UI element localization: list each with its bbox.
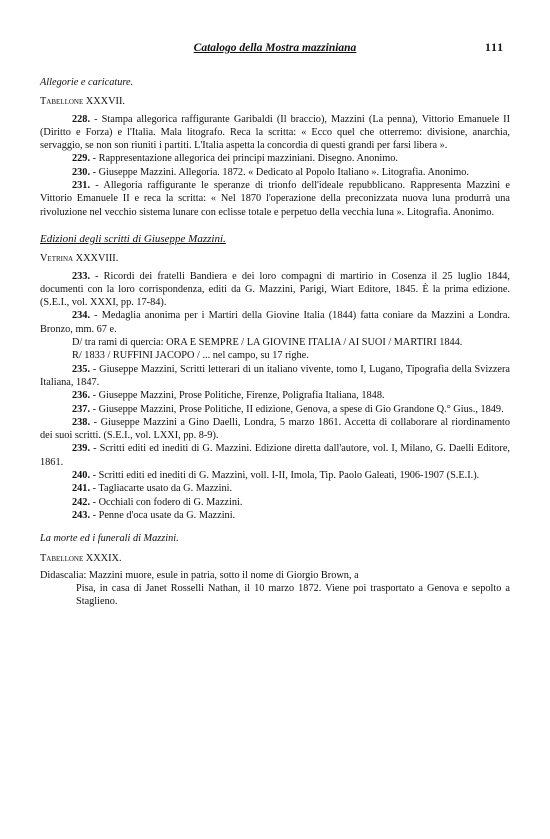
entry-number: 228. (72, 113, 91, 125)
entry-number: 242. (72, 496, 91, 508)
case-label: Tabellone XXXVII. (40, 96, 125, 108)
catalog-entry (40, 403, 510, 416)
entry-text: - Allegoria raffigurante le speranze di trionfo dell'ideale repubblicano. Rappresenta Mazzini e Vittorio Emanuele II e reca la scritta: « Nel 1870 l'operazione della preconizzata nuova luna produrrà una rivoluzione nel vecchio sistema lunare con eclisse totale e perpetuo della vecchia luna ». Litografia. Anonimo. (40, 180, 510, 218)
entry-text: - Scritti editi ed inediti di G. Mazzini. Edizione diretta dall'autore, vol. I, Milano, G. Daelli Editore, 1861. (40, 443, 510, 468)
entry-number: 237. (72, 403, 91, 415)
entry-text: - Giuseppe Mazzini. Allegoria. 1872. « Dedicato al Popolo Italiano ». Litografia. Anonimo. (90, 166, 469, 178)
entry-number: 236. (72, 390, 91, 402)
entry-text: - Medaglia anonima per i Martiri della Giovine Italia (1844) fatta coniare da Mazzini a Londra. Bronzo, mm. 67 e. (40, 310, 510, 335)
entry-text: - Tagliacarte usato da G. Mazzini. (90, 483, 233, 495)
case-label: Tabellone XXXIX. (40, 552, 122, 564)
catalog-entry (40, 349, 510, 362)
catalog-entry (40, 389, 510, 402)
catalog-entry (40, 482, 510, 495)
entry-text: - Penne d'oca usate da G. Mazzini. (90, 509, 236, 521)
entry-text: - Stampa allegorica raffigurante Garibaldi (Il braccio), Mazzini (La penna), Vittorio Emanuele II (Diritto e Forza) e l'Italia. Mala litografo. Reca la scritta: « Ecco quel che otterremo: divisione, anarchia, servaggio, se non son riuniti i partiti. L'Italia aspetta la concordia di questi grandi per farsi libera ». (40, 113, 510, 152)
entry-text: - Giuseppe Mazzini, Scritti letterari di un italiano vivente, tomo I, Lugano, Tipografia della Svizzera Italiana, 1847. (40, 363, 510, 388)
entry-number: 229. (72, 153, 91, 165)
catalog-entry (40, 442, 510, 469)
catalog-entry (40, 336, 510, 349)
entry-number: 234. (72, 310, 91, 322)
entry-number: 240. (72, 470, 91, 482)
case-label: Vetrina XXXVIII. (40, 253, 119, 265)
entry-text: - Scritti editi ed inediti di G. Mazzini, voll. I-II, Imola, Tip. Paolo Galeati, 1906-1907 (S.E.I.). (90, 470, 480, 482)
entry-number: 238. (72, 416, 91, 428)
entry-number: 243. (72, 509, 91, 521)
entry-text: - Occhiali con fodero di G. Mazzini. (90, 496, 243, 508)
running-head (40, 42, 510, 66)
section-heading: Allegorie e caricature. (40, 77, 134, 88)
caption (40, 569, 510, 609)
catalog-entry (40, 270, 510, 310)
catalog-entry (40, 469, 510, 482)
catalog-entry (40, 363, 510, 390)
entry-text: - Ricordi dei fratelli Bandiera e dei loro compagni di martirio in Cosenza il 25 luglio 1844, documenti con la loro corrispondenza, editi da G. Mazzini, Parigi, Wiart Editore, 1845. È la prima edizione. (S.E.I., vol. XXXI, pp. 17-84). (40, 270, 510, 309)
catalog-entry (40, 509, 510, 522)
entry-text: - Rappresentazione allegorica dei principi mazziniani. Disegno. Anonimo. (90, 153, 398, 165)
entry-number: 233. (72, 270, 91, 282)
entry-number: 239. (72, 443, 91, 455)
page-number: 111 (485, 42, 504, 54)
entry-number: 230. (72, 166, 91, 178)
entry-text: - Giuseppe Mazzini, Prose Politiche, Firenze, Poligrafia Italiana, 1848. (90, 390, 385, 402)
running-title: Catalogo della Mostra mazziniana (193, 42, 357, 54)
entry-number: 231. (72, 180, 91, 192)
catalog-entry (40, 179, 510, 219)
catalog-entry (40, 166, 510, 179)
section-heading: Edizioni degli scritti di Giuseppe Mazzini. (40, 232, 226, 245)
section-heading: La morte ed i funerali di Mazzini. (40, 533, 179, 545)
entry-text: D/ tra rami di quercia: ORA E SEMPRE / LA GIOVINE ITALIA / AI SUOI / MARTIRI 1844. (72, 337, 463, 349)
entry-number: 241. (72, 483, 91, 495)
caption-text: Mazzini muore, esule in patria, sotto il nome di Giorgio Brown, a (86, 569, 359, 581)
entry-number: 235. (72, 363, 91, 375)
caption-label: Didascalia: (40, 569, 87, 581)
caption-continuation: Pisa, in casa di Janet Rosselli Nathan, il 10 marzo 1872. Viene poi trasportato a Genova e sepolto a Staglieno. (76, 583, 510, 608)
entry-text: - Giuseppe Mazzini, Prose Politiche, II edizione, Genova, a spese di Gio Grandone Q.° Gius., 1849. (90, 403, 504, 415)
entry-text: R/ 1833 / RUFFINI JACOPO / ... nel campo, su 17 righe. (72, 350, 309, 362)
catalog-entry (40, 113, 510, 153)
entry-text: - Giuseppe Mazzini a Gino Daelli, Londra, 5 marzo 1861. Accetta di collaborare al riordinamento dei suoi scritti. (S.E.I., vol. LXXI, pp. 8-9). (40, 416, 510, 442)
catalog-entry (40, 416, 510, 443)
catalog-entry (40, 152, 510, 165)
catalog-entry (40, 309, 510, 336)
catalog-entry (40, 496, 510, 509)
